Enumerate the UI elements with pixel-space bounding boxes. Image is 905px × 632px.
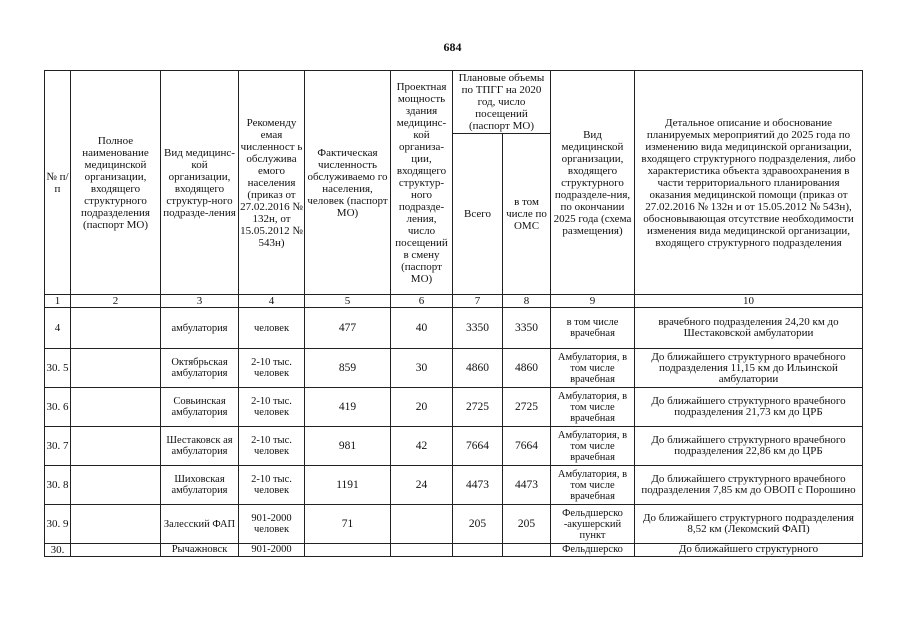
org-name (71, 466, 161, 505)
header-type-2025: Вид медицинской организации, входящего структурного подразделе-ния, по окончании 2025 года (схема размещения) (551, 71, 635, 295)
column-number: 9 (551, 295, 635, 308)
row-number: 30. (45, 544, 71, 557)
actual-population (305, 544, 391, 557)
planned-oms: 205 (503, 505, 551, 544)
type-2025: Фельдшерско -акушерский пункт (551, 505, 635, 544)
table-body (45, 308, 863, 557)
column-number: 6 (391, 295, 453, 308)
type-2025: Амбулатория, в том числе врачебная (551, 466, 635, 505)
actual-population: 1191 (305, 466, 391, 505)
actual-population: 71 (305, 505, 391, 544)
capacity: 42 (391, 427, 453, 466)
org-type: Октябрьская амбулатория (161, 349, 239, 388)
row-number: 4 (45, 308, 71, 349)
description: До ближайшего структурного подразделения 8,52 км (Лекомский ФАП) (635, 505, 863, 544)
type-2025: Амбулатория, в том числе врачебная (551, 427, 635, 466)
planned-oms: 7664 (503, 427, 551, 466)
org-type: Шестаковск ая амбулатория (161, 427, 239, 466)
header-type: Вид медицинс-кой организации, входящего структур-ного подразде-ления (161, 71, 239, 295)
org-name (71, 505, 161, 544)
planned-total: 2725 (453, 388, 503, 427)
header-actual: Фактическая численность обслуживаемо го населения, человек (паспорт МО) (305, 71, 391, 295)
column-number: 1 (45, 295, 71, 308)
column-number: 5 (305, 295, 391, 308)
type-2025: в том числе врачебная (551, 308, 635, 349)
capacity (391, 544, 453, 557)
recommended-population: человек (239, 308, 305, 349)
header-name: Полное наименование медицинской организации, входящего структурного подразделения (паспорт МО) (71, 71, 161, 295)
recommended-population: 2-10 тыс. человек (239, 466, 305, 505)
planned-total: 7664 (453, 427, 503, 466)
org-name (71, 388, 161, 427)
recommended-population: 901-2000 (239, 544, 305, 557)
header-num: № п/п (45, 71, 71, 295)
description: До ближайшего структурного врачебного подразделения 11,15 км до Ильинской амбулатории (635, 349, 863, 388)
capacity: 30 (391, 349, 453, 388)
planned-oms: 4473 (503, 466, 551, 505)
description: До ближайшего структурного врачебного подразделения 7,85 км до ОВОП с Порошино (635, 466, 863, 505)
column-number: 8 (503, 295, 551, 308)
row-number: 30. 8 (45, 466, 71, 505)
planned-oms: 3350 (503, 308, 551, 349)
row-number: 30. 9 (45, 505, 71, 544)
type-2025: Амбулатория, в том числе врачебная (551, 349, 635, 388)
description: До ближайшего структурного врачебного подразделения 21,73 км до ЦРБ (635, 388, 863, 427)
table-row (45, 308, 863, 349)
header-oms: в том числе по ОМС (503, 134, 551, 295)
actual-population: 859 (305, 349, 391, 388)
description: До ближайшего структурного врачебного подразделения 22,86 км до ЦРБ (635, 427, 863, 466)
description: врачебного подразделения 24,20 км до Шестаковской амбулатории (635, 308, 863, 349)
table-row (45, 505, 863, 544)
header-description: Детальное описание и обоснование планируемых мероприятий до 2025 года по изменению вида медицинской организации, входящего структурного подразделения, либо характеристика объекта здравоохранения в части территориального планирования оказания медицинской помощи (приказ от 27.02.2016 № 132н и от 15.05.2012 № 543н), обосновывающая отсутствие необходимости изменения вида медицинской организации, входящего структурного подразделения (635, 71, 863, 295)
org-type: амбулатория (161, 308, 239, 349)
header-planned-volumes: Плановые объемы по ТПГГ на 2020 год, число посещений (паспорт МО) (453, 71, 551, 134)
infrastructure-table (44, 70, 863, 557)
planned-total: 205 (453, 505, 503, 544)
planned-oms: 2725 (503, 388, 551, 427)
column-number: 3 (161, 295, 239, 308)
planned-total (453, 544, 503, 557)
capacity: 40 (391, 308, 453, 349)
recommended-population: 901-2000 человек (239, 505, 305, 544)
header-recommended: Рекоменду емая численност ь обслужива емого населения (приказ от 27.02.2016 № 132н, от 15.05.2012 № 543н) (239, 71, 305, 295)
table-row (45, 349, 863, 388)
type-2025: Фельдшерско (551, 544, 635, 557)
actual-population: 419 (305, 388, 391, 427)
table-row (45, 544, 863, 557)
header-total: Всего (453, 134, 503, 295)
column-number: 4 (239, 295, 305, 308)
row-number: 30. 7 (45, 427, 71, 466)
table-row (45, 466, 863, 505)
org-type: Шиховская амбулатория (161, 466, 239, 505)
header-capacity: Проектная мощность здания медицинс-кой организа-ции, входящего структур-ного подразде-ления, число посещений в смену (паспорт МО) (391, 71, 453, 295)
recommended-population: 2-10 тыс. человек (239, 388, 305, 427)
org-type: Залесский ФАП (161, 505, 239, 544)
org-type: Совьинская амбулатория (161, 388, 239, 427)
org-name (71, 427, 161, 466)
column-number-row (45, 295, 863, 308)
planned-total: 4473 (453, 466, 503, 505)
org-type: Рычажновск (161, 544, 239, 557)
recommended-population: 2-10 тыс. человек (239, 349, 305, 388)
planned-total: 3350 (453, 308, 503, 349)
org-name (71, 349, 161, 388)
table-row (45, 427, 863, 466)
actual-population: 477 (305, 308, 391, 349)
page-number: 684 (443, 40, 462, 54)
planned-oms (503, 544, 551, 557)
table-row (45, 388, 863, 427)
column-number: 10 (635, 295, 863, 308)
capacity: 20 (391, 388, 453, 427)
planned-oms: 4860 (503, 349, 551, 388)
planned-total: 4860 (453, 349, 503, 388)
org-name (71, 544, 161, 557)
actual-population: 981 (305, 427, 391, 466)
description: До ближайшего структурного (635, 544, 863, 557)
capacity (391, 505, 453, 544)
capacity: 24 (391, 466, 453, 505)
recommended-population: 2-10 тыс. человек (239, 427, 305, 466)
row-number: 30. 6 (45, 388, 71, 427)
row-number: 30. 5 (45, 349, 71, 388)
column-number: 7 (453, 295, 503, 308)
type-2025: Амбулатория, в том числе врачебная (551, 388, 635, 427)
org-name (71, 308, 161, 349)
column-number: 2 (71, 295, 161, 308)
